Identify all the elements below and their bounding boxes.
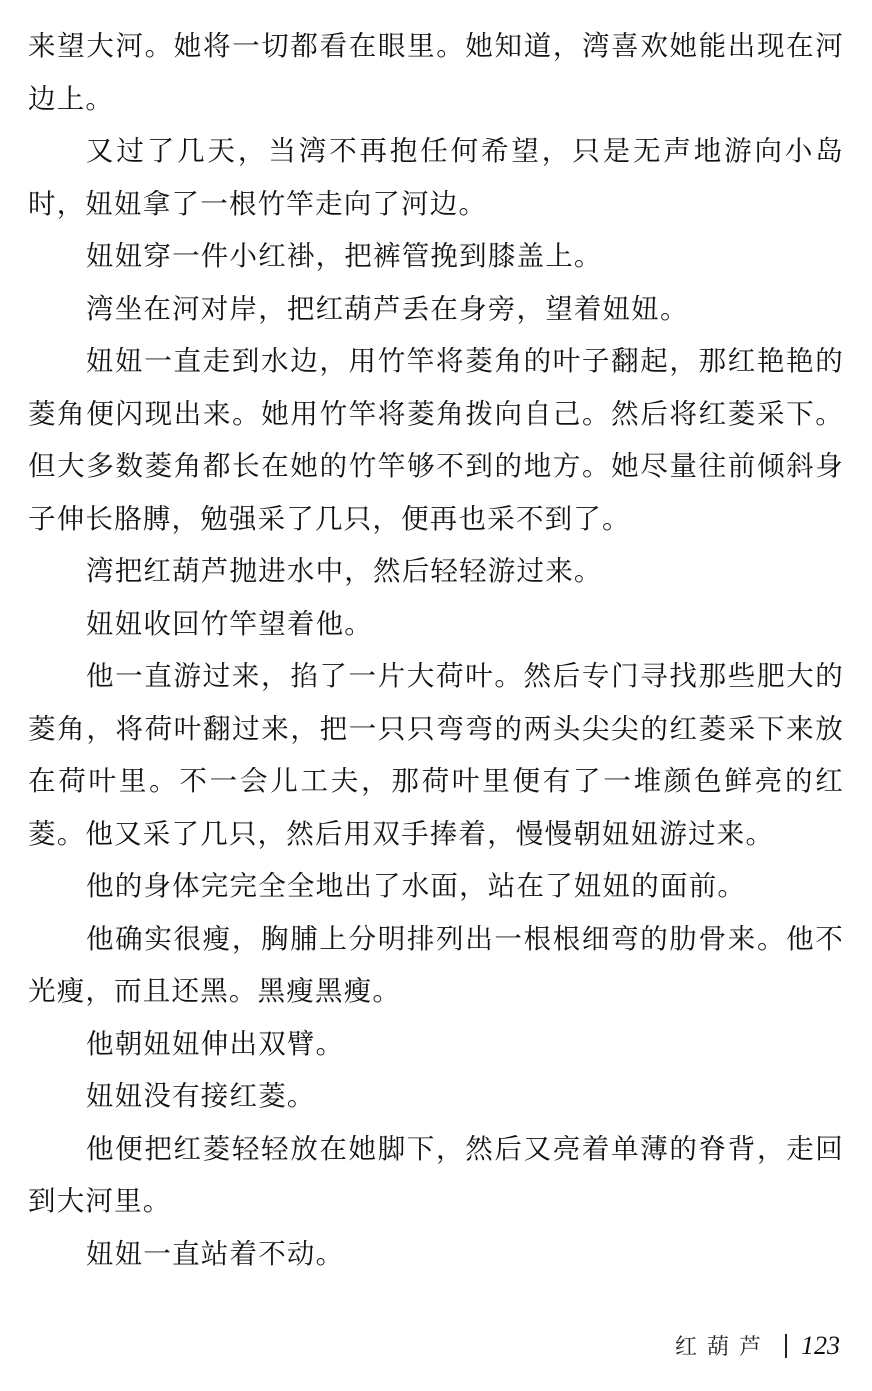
page-number: 123 bbox=[801, 1330, 840, 1360]
paragraph: 妞妞一直站着不动。 bbox=[86, 1237, 345, 1270]
paragraph: 他便把红菱轻轻放在她脚下，然后又亮着单薄的脊背，走回到大河里。 bbox=[28, 1132, 844, 1217]
running-title: 红葫芦 bbox=[674, 1335, 771, 1360]
paragraph: 他一直游过来，掐了一片大荷叶。然后专门寻找那些肥大的菱角，将荷叶翻过来，把一只只弯弯的两头尖尖的红菱采下来放在荷叶里。不一会儿工夫，那荷叶里便有了一堆颜色鲜亮的红菱。他又采了几只，然后用双手捧着，慢慢朝妞妞游过来。 bbox=[28, 660, 844, 850]
paragraph: 湾坐在河对岸，把红葫芦丢在身旁，望着妞妞。 bbox=[86, 292, 689, 325]
paragraph: 他的身体完完全全地出了水面，站在了妞妞的面前。 bbox=[86, 870, 747, 902]
paragraph: 湾把红葫芦抛进水中，然后轻轻游过来。 bbox=[86, 555, 603, 587]
paragraph: 他朝妞妞伸出双臂。 bbox=[86, 1027, 345, 1060]
page-body bbox=[28, 20, 844, 1280]
footer-divider bbox=[785, 1334, 787, 1358]
paragraph: 妞妞没有接红菱。 bbox=[86, 1080, 316, 1112]
page-footer bbox=[675, 1330, 840, 1361]
paragraph: 妞妞一直走到水边，用竹竿将菱角的叶子翻起，那红艳艳的菱角便闪现出来。她用竹竿将菱角拨向自己。然后将红菱采下。但大多数菱角都长在她的竹竿够不到的地方。她尽量往前倾斜身子伸长胳膊，勉强采了几只，便再也采不到了。 bbox=[28, 345, 844, 535]
paragraph: 妞妞穿一件小红褂，把裤管挽到膝盖上。 bbox=[86, 240, 603, 272]
paragraph: 来望大河。她将一切都看在眼里。她知道，湾喜欢她能出现在河边上。 bbox=[28, 30, 844, 115]
paragraph: 又过了几天，当湾不再抱任何希望，只是无声地游向小岛时，妞妞拿了一根竹竿走向了河边。 bbox=[28, 135, 844, 220]
paragraph: 他确实很瘦，胸脯上分明排列出一根根细弯的肋骨来。他不光瘦，而且还黑。黑瘦黑瘦。 bbox=[28, 922, 844, 1007]
paragraph: 妞妞收回竹竿望着他。 bbox=[86, 607, 373, 640]
